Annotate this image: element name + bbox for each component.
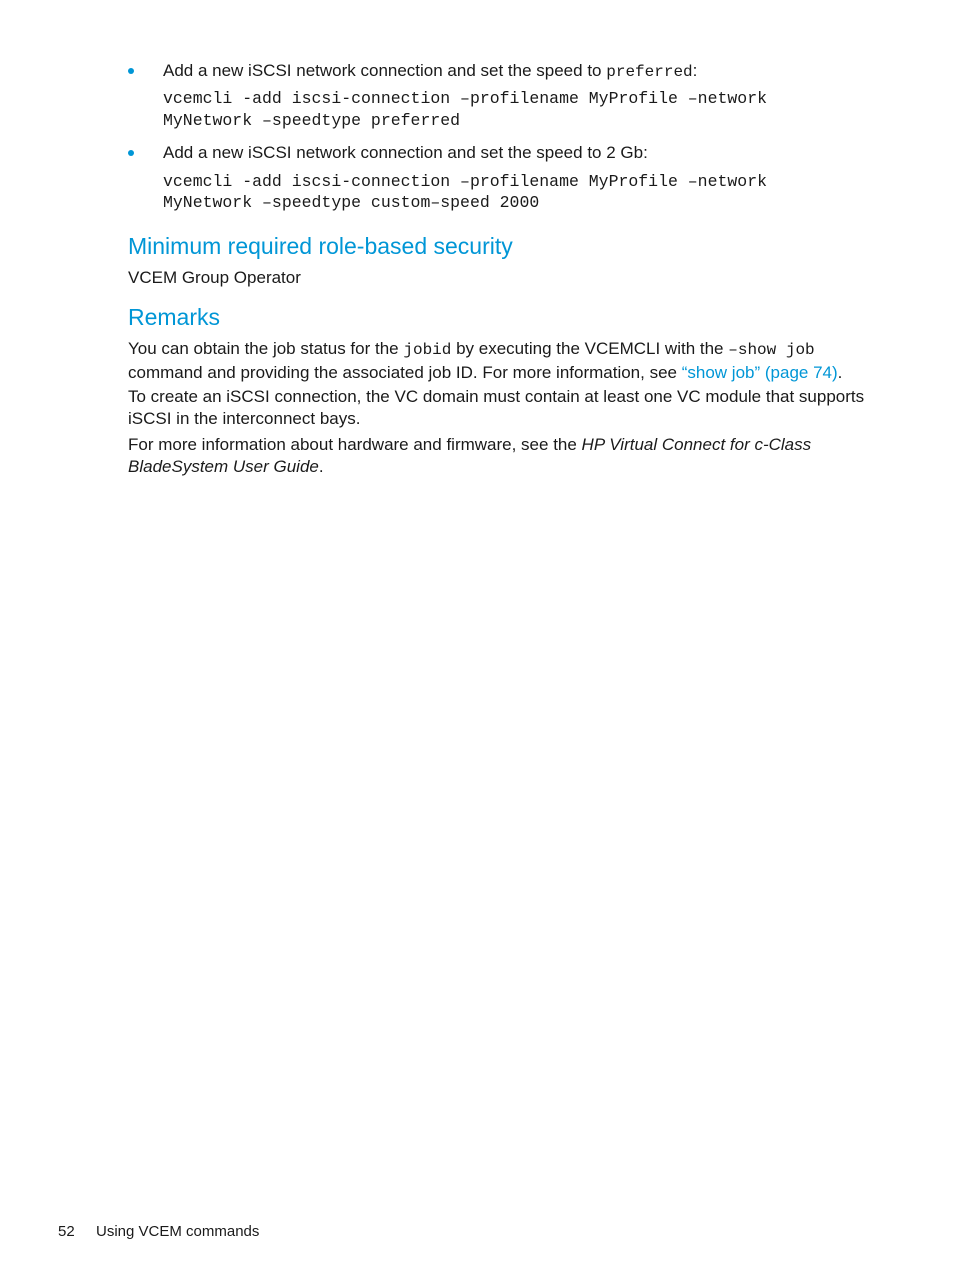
paragraph-text: For more information about hardware and firmware, see the [128,435,582,454]
paragraph-text: . [837,362,843,382]
paragraph-text: by executing the VCEMCLI with the [451,339,729,358]
command-line: vcemcli -add iscsi-connection –profilename MyProfile –network [163,172,767,191]
bullet-text [163,60,697,83]
inline-code: jobid [403,341,452,359]
bullet-text: Add a new iSCSI network connection and set the speed to 2 Gb: [163,143,648,162]
command-line: vcemcli -add iscsi-connection –profilename MyProfile –network [163,89,767,108]
section-heading-remarks: Remarks [128,304,221,330]
bullet-text-part: : [692,61,698,80]
bullet-text-part: Add a new iSCSI network connection and set the speed to [163,61,607,80]
show-job-link[interactable]: “show job” (page 74) [681,362,838,382]
remarks-paragraph [128,338,873,383]
command-line: MyNetwork –speedtype preferred [163,111,461,130]
command-line: MyNetwork –speedtype custom–speed 2000 [163,193,540,212]
inline-code: –show job [728,341,815,359]
paragraph-text: You can obtain the job status for the [128,339,404,358]
bullet-icon [128,150,134,156]
remarks-paragraph: To create an iSCSI connection, the VC domain must contain at least one VC module that supports iSCSI in the interconnect bays. [128,387,865,428]
paragraph-text: command and providing the associated job ID. For more information, see [128,362,682,382]
footer-section-title: Using VCEM commands [96,1223,260,1240]
page-number: 52 [58,1223,75,1240]
security-role-text: VCEM Group Operator [128,268,301,287]
section-heading-security: Minimum required role-based security [128,233,513,259]
bullet-item [128,142,868,164]
paragraph-text: . [318,456,324,476]
bullet-item [128,60,868,82]
inline-code: preferred [606,63,693,81]
guide-title: HP Virtual Connect for c-Class BladeSystem User Guide [128,435,812,476]
remarks-paragraph [128,434,873,477]
bullet-icon [128,68,134,74]
